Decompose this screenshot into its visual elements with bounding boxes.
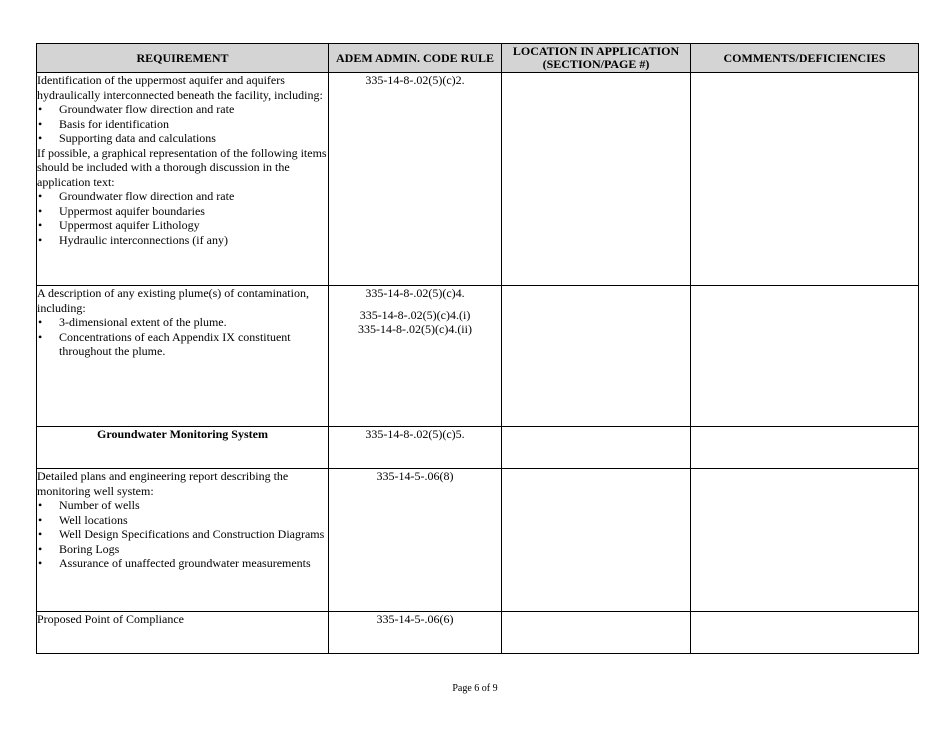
requirement-intro: A description of any existing plume(s) of contamination, including:	[37, 286, 309, 315]
list-item: • Well Design Specifications and Construction Diagrams	[37, 527, 328, 542]
list-item: • Well locations	[37, 513, 328, 528]
location-cell[interactable]	[502, 73, 691, 286]
list-item: • Uppermost aquifer boundaries	[37, 204, 328, 219]
rule-text: 335-14-8-.02(5)(c)4.(i)	[359, 307, 471, 322]
header-location	[502, 44, 691, 73]
rule-cell: 335-14-8-.02(5)(c)2.	[329, 73, 502, 286]
header-location-line1: LOCATION IN APPLICATION	[512, 44, 680, 58]
location-cell[interactable]	[502, 286, 691, 427]
rule-cell: 335-14-5-.06(6)	[329, 612, 502, 654]
comments-cell[interactable]	[691, 469, 919, 612]
comments-cell[interactable]	[691, 427, 919, 469]
list-item: • Hydraulic interconnections (if any)	[37, 233, 328, 248]
bullet-list	[37, 315, 328, 359]
table-row	[37, 612, 919, 654]
list-item: • Supporting data and calculations	[37, 131, 328, 146]
comments-cell[interactable]	[691, 73, 919, 286]
location-cell[interactable]	[502, 427, 691, 469]
bullet-list	[37, 102, 328, 146]
comments-cell[interactable]	[691, 612, 919, 654]
list-item: • Basis for identification	[37, 117, 328, 132]
location-cell[interactable]	[502, 469, 691, 612]
bullet-list	[37, 189, 328, 247]
rule-cell	[329, 286, 502, 427]
list-item: • Groundwater flow direction and rate	[37, 102, 328, 117]
requirement-cell: Proposed Point of Compliance	[37, 612, 329, 654]
table-row	[37, 286, 919, 427]
header-rule: ADEM ADMIN. CODE RULE	[329, 44, 502, 73]
rule-cell: 335-14-8-.02(5)(c)5.	[329, 427, 502, 469]
section-title: Groundwater Monitoring System	[37, 427, 329, 469]
list-item: • Uppermost aquifer Lithology	[37, 218, 328, 233]
rule-text: 335-14-8-.02(5)(c)4.	[365, 286, 465, 300]
header-row	[37, 44, 919, 73]
header-requirement: REQUIREMENT	[37, 44, 329, 73]
location-cell[interactable]	[502, 612, 691, 654]
rule-text: 335-14-8-.02(5)(c)4.(ii)	[358, 322, 472, 336]
list-item: • Number of wells	[37, 498, 328, 513]
table-row	[37, 427, 919, 469]
requirement-note: If possible, a graphical representation of the following items should be included with a thorough discussion in the application text:	[37, 145, 327, 189]
table-row	[37, 73, 919, 286]
list-item: • 3-dimensional extent of the plume.	[37, 315, 328, 330]
list-item: • Assurance of unaffected groundwater measurements	[37, 556, 328, 571]
requirements-checklist-table	[36, 43, 919, 654]
list-item: • Boring Logs	[37, 542, 328, 557]
header-comments: COMMENTS/DEFICIENCIES	[691, 44, 919, 73]
requirement-intro: Identification of the uppermost aquifer and aquifers hydraulically interconnected beneath the facility, including:	[37, 73, 323, 102]
table-row	[37, 469, 919, 612]
requirement-cell	[37, 469, 329, 612]
requirement-cell	[37, 73, 329, 286]
bullet-list	[37, 498, 328, 571]
comments-cell[interactable]	[691, 286, 919, 427]
header-location-line2: (SECTION/PAGE #)	[542, 57, 650, 71]
list-item: • Groundwater flow direction and rate	[37, 189, 328, 204]
list-item: • Concentrations of each Appendix IX constituent throughout the plume.	[37, 330, 328, 359]
requirement-cell	[37, 286, 329, 427]
rule-cell: 335-14-5-.06(8)	[329, 469, 502, 612]
page-number: Page 6 of 9	[452, 683, 498, 694]
requirement-intro: Detailed plans and engineering report describing the monitoring well system:	[37, 469, 289, 498]
